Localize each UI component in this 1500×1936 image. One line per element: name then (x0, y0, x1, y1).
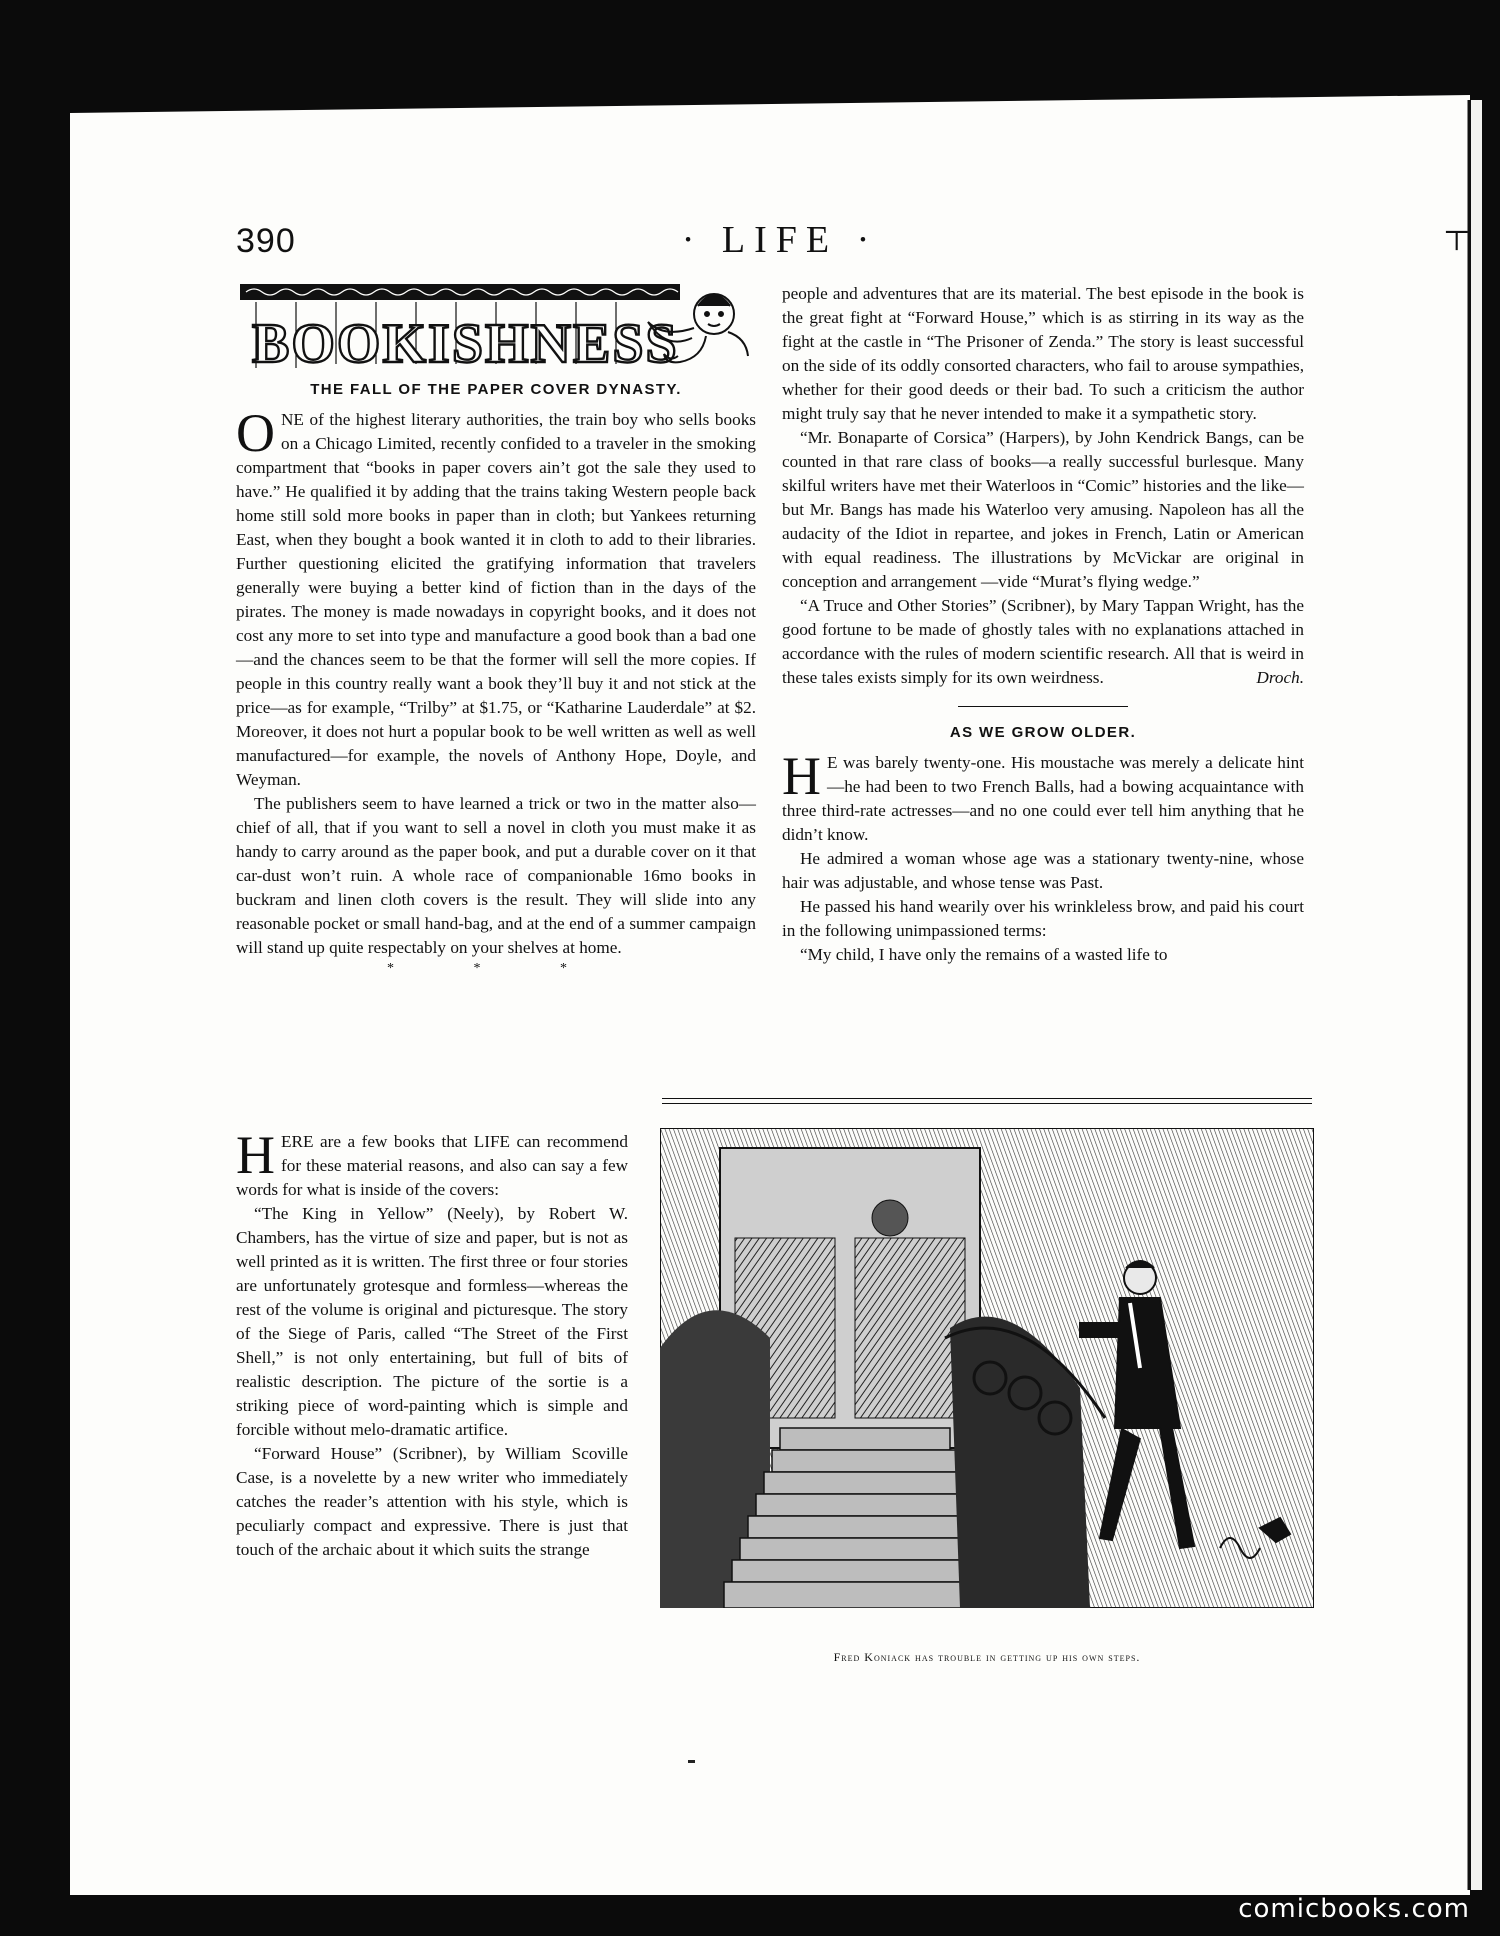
article1-paragraph-1: ONE of the highest literary authorities, the train boy who sells books on a Chicago Limited, recently confided to a traveler in the smoking compartment that “books in paper covers ain’t got the sale they used to have.” He qualified it by adding that the trains taking Western people back home still sold more books in paper than in cloth; but Yankees returning East, when they bought a book wanted it in cloth to add to their libraries. Further questioning elicited the gratifying information that travelers generally were buying a better kind of fiction than in the days of the pirates. The money is made nowadays in copyright books, and it does not cost any more to set into type and manufacture a good book than a bad one—and the chances seem to be that the former will sell the more copies. If people in this country really want a book they’ll buy it and not stick at the price—as for example, “Trilby” at $1.75, or “Katharine Lauderdale” at $2. Moreover, it does not hurt a popular book to be well written as well as well manufactured—for example, the novels of Anthony Hope, Doyle, and Weyman. (236, 403, 756, 789)
article1-paragraph-forward-house: “Forward House” (Scribner), by William Scoville Case, is a novelette by a new writer who immediately catches the reader’s attention with his style, which is peculiarly compact and expressive. There is just that touch of the archaic about it which suits the strange (236, 1444, 628, 1559)
page-edge (1458, 100, 1482, 1890)
article-heading-paper-cover: THE FALL OF THE PAPER COVER DYNASTY. (310, 381, 682, 398)
article1-paragraph-bonaparte: “Mr. Bonaparte of Corsica” (Harpers), by John Kendrick Bangs, can be counted in that rare class of books—a really successful burlesque. Many skilful writers have met their Waterloos in “Comic” histories and the like—but Mr. Bangs has made his Waterloo very amusing. Napoleon has all the audacity of the Idiot in repartee, and jokes in French, Latin or American with equal readiness. The illustrations by McVickar are original in conception and arrangement —vide “Murat’s flying wedge.” (782, 428, 1304, 591)
article-heading-grow-older: AS WE GROW OLDER. (949, 724, 1137, 741)
illustration-caption: Fred Koniack has trouble in getting up his own steps. (833, 1650, 1141, 1664)
ink-speck (688, 1760, 695, 1763)
dropcap-o: O (236, 403, 275, 463)
article2-paragraph-3: He passed his hand wearily over his wrinkleless brow, and paid his court in the following unimpassioned terms: (782, 897, 1304, 940)
right-column (782, 282, 1304, 967)
bookishness-masthead (236, 278, 756, 378)
dropcap-h: H (236, 1125, 275, 1185)
article1-paragraph-truce: “A Truce and Other Stories” (Scribner), by Mary Tappan Wright, has the good fortune to be made of ghostly tales with no explanations attached in accordance with the rules of modern scientific research. All that is weird in these tales exists simply for its own weirdness. Droch. (782, 594, 1304, 690)
article2-paragraph-4: “My child, I have only the remains of a wasted life to (800, 945, 1168, 964)
article1-paragraph-3: HERE are a few books that LIFE can recommend for these material reasons, and also can say a few words for what is inside of the covers: (236, 1125, 628, 1199)
author-signature: Droch. (1256, 668, 1304, 687)
left-column-lower (236, 1125, 628, 1562)
dropcap-h2: H (782, 746, 821, 806)
article2-paragraph-2: He admired a woman whose age was a stationary twenty-nine, whose hair was adjustable, and whose tense was Past. (782, 849, 1304, 892)
magazine-title: · LIFE · (681, 219, 879, 261)
illustration-top-rule (662, 1098, 1312, 1104)
article2-paragraph-1: H E was barely twenty-one. His moustache was merely a delicate hint—he had been to two French Balls, had a bowing acquaintance with three third-rate actresses—and no one could ever tell him anything that he didn’t know. (782, 746, 1304, 844)
site-watermark: comicbooks.com (1238, 1894, 1470, 1924)
article1-paragraph-2: The publishers seem to have learned a trick or two in the matter also—chief of all, that if you want to sell a novel in cloth you must make it as handy to carry around as the paper book, and put a durable cover on it that car-dust won’t ruin. A whole race of companionable 16mo books in buckram and linen cloth covers is the result. They will slide into any reasonable pocket or small hand-bag, and at the end of a summer campaign will stand up quite respectably on your shelves at home. (236, 794, 756, 957)
article1-paragraph-continued: people and adventures that are its material. The best episode in the book is the great fight at “Forward House,” which is as stirring in its way as the fight at the castle in “The Prisoner of Zenda.” The story is least successful on the side of its oddly consorted characters, who fail to arouse sympathies, whether for their good deeds or their bad. To such a criticism the author might truly say that he never intended to make it a sympathetic story. (782, 284, 1304, 423)
section-stars: * * * (387, 961, 605, 976)
masthead-lettering: BOOKISHNESS (252, 313, 679, 375)
article1-paragraph-king-in-yellow: “The King in Yellow” (Neely), by Robert W. Chambers, has the virtue of size and paper, but is not as well printed as it is written. The first three or four stories are unfortunately grotesque and formless—whereas the rest of the volume is original and picturesque. The story of the Siege of Paris, called “The Street of the First Shell,” is not only entertaining, but full of bits of realistic description. The picture of the sortie is a striking piece of word-painting which is simple and forcible without melo-dramatic artifice. (236, 1204, 628, 1439)
short-divider (958, 706, 1128, 707)
staircase-illustration (660, 1128, 1314, 1608)
margin-mark: ┬ (1446, 215, 1468, 248)
left-column-upper (236, 378, 756, 978)
page-number: 390 (236, 222, 296, 260)
